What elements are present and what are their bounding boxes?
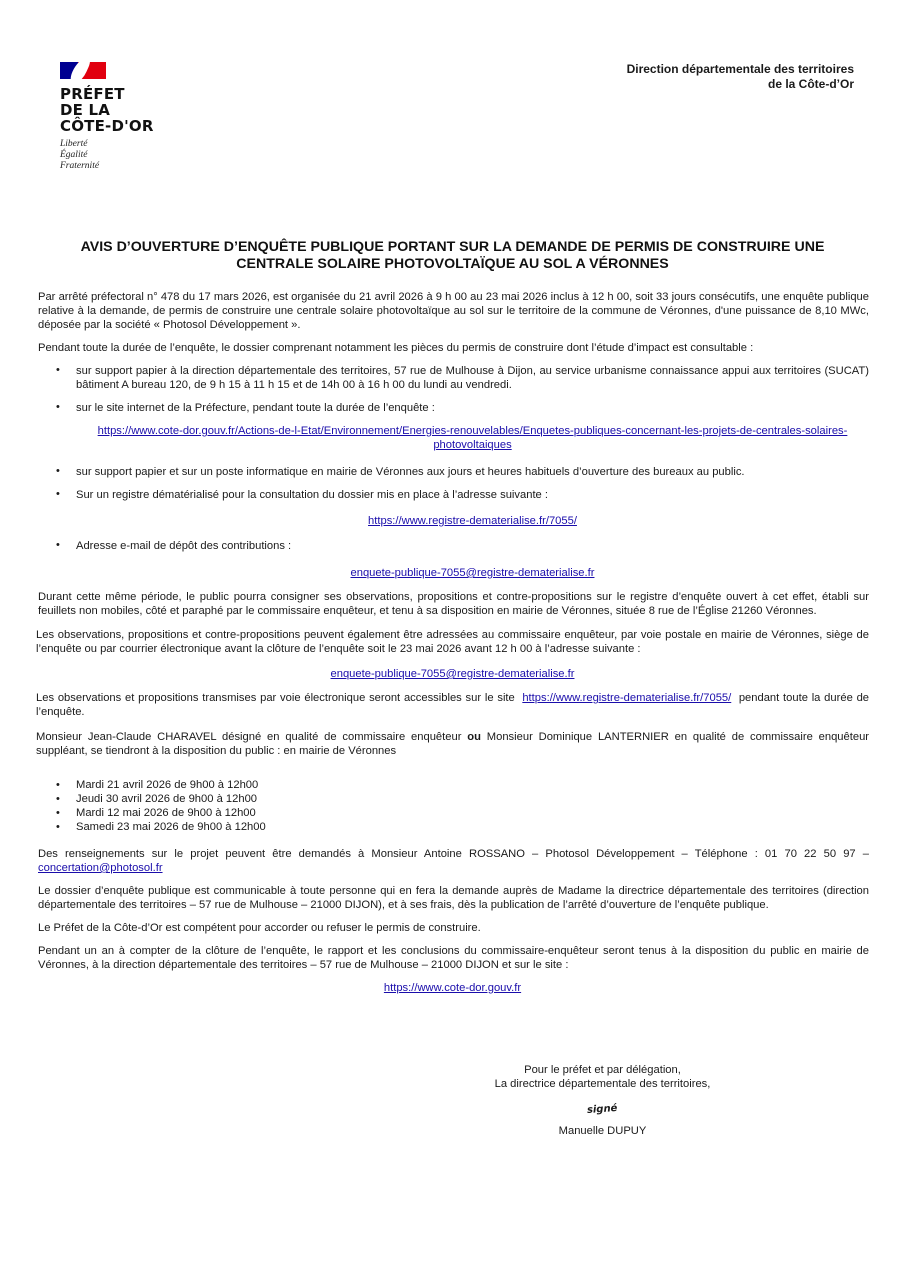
list-item: • Adresse e-mail de dépôt des contributions : enquete-publique-7055@registre-dematerialise.fr — [36, 539, 869, 580]
renseignements-paragraph: Des renseignements sur le projet peuvent être demandés à Monsieur Antoine ROSSANO – Photosol Développement – Téléphone : 01 70 22 50 97 – concertation@photosol.fr — [38, 848, 869, 874]
prefecture-website-link[interactable]: https://www.cote-dor.gouv.fr/Actions-de-l-Etat/Environnement/Energies-renouvelables/Enquetes-publiques-concernant-les-projets-de-centrales-solaires-photovoltaiques — [97, 425, 848, 451]
prefecture-logo — [60, 62, 180, 172]
list-item: • sur support papier et sur un poste informatique en mairie de Véronnes aux jours et heures habituels d’ouverture des bureaux au public. — [36, 465, 869, 479]
issuing-direction: Direction départementale des territoires de la Côte-d’Or — [626, 62, 854, 91]
contribution-email-link[interactable]: enquete-publique-7055@registre-dematerialise.fr — [350, 567, 595, 579]
rapport-paragraph: Pendant un an à compter de la clôture de l’enquête, le rapport et les conclusions du commissaire-enquêteur seront tenus à la disposition du public en mairie de Véronnes, à la direction départementale des territoires – 57 rue de Mulhouse – 21000 DIJON et sur le site : — [38, 945, 869, 971]
page-title: AVIS D’OUVERTURE D’ENQUÊTE PUBLIQUE PORTANT SUR LA DEMANDE DE PERMIS DE CONSTRUIRE UNE CENTRALE SOLAIRE PHOTOVOLTAÏQUE AU SOL A VÉRONNES — [80, 239, 825, 272]
signature-block: Pour le préfet et par délégation, La directrice départementale des territoires, signé Manuelle DUPUY — [450, 1064, 755, 1138]
observations-email-link[interactable]: enquete-publique-7055@registre-dematerialise.fr — [330, 668, 575, 680]
observations-paragraph: Les observations, propositions et contre-propositions peuvent également être adressées au commissaire enquêteur, par voie postale en mairie de Véronnes, siège de l’enquête ou par courrier électronique avant la clôture de l’enquête soit le 23 mai 2026 avant 12 h 00 à l’adresse suivante : — [36, 629, 869, 655]
permanences-list — [36, 778, 869, 834]
registre-link[interactable]: https://www.registre-dematerialise.fr/7055/ — [368, 515, 577, 527]
registre-inline-link[interactable]: https://www.registre-dematerialise.fr/7055/ — [522, 692, 732, 704]
list-item: • Sur un registre dématérialisé pour la consultation du dossier mis en place à l’adresse suivante : https://www.registre-dematerialise.fr/7055/ — [36, 488, 869, 528]
consultation-list — [36, 364, 869, 580]
marianne-flag-icon — [60, 62, 106, 79]
list-item: • Mardi 12 mai 2026 de 9h00 à 12h00 — [36, 806, 869, 820]
prefet-name: PRÉFET DE LA CÔTE-D'OR — [60, 85, 154, 135]
notice-body — [36, 290, 869, 995]
dossier-paragraph: Le dossier d’enquête publique est communicable à toute personne qui en fera la demande auprès de Madame la directrice départementale des territoires (direction départementale des territoires – 57 rue de Mulhouse – 21000 DIJON), et à ses frais, dès la publication de l’arrêté d’ouverture de l’enquête publique. — [38, 885, 869, 911]
consultation-intro: Pendant toute la durée de l’enquête, le dossier comprenant notamment les pièces du permis de construire dont l’étude d’impact est consultable : — [38, 342, 754, 354]
concertation-email-link[interactable]: concertation@photosol.fr — [38, 862, 163, 874]
prefet-competence-paragraph: Le Préfet de la Côte-d’Or est compétent pour accorder ou refuser le permis de construire. — [38, 922, 481, 934]
commissaire-paragraph: Monsieur Jean-Claude CHARAVEL désigné en qualité de commissaire enquêteur ou Monsieur Dominique LANTERNIER en qualité de commissaire enquêteur suppléant, se tiendront à la disposition du public : en mairie de Véronnes — [36, 731, 870, 757]
list-item: • Samedi 23 mai 2026 de 9h00 à 12h00 — [36, 820, 869, 834]
signature-mark: signé — [586, 1102, 619, 1117]
devise: Liberté Égalité Fraternité — [60, 139, 100, 171]
list-item: • Mardi 21 avril 2026 de 9h00 à 12h00 — [36, 778, 869, 792]
intro-paragraph: Par arrêté préfectoral n° 478 du 17 mars 2026, est organisée du 21 avril 2026 à 9 h 00 au 23 mai 2026 inclus à 12 h 00, soit 33 jours consécutifs, une enquête publique relative à la demande, de permis de construire une centrale solaire photovoltaïque au sol sur le territoire de la commune de Véronnes, d'une puissance de 8,10 MWc, déposée par la société « Photosol Développement ». — [38, 291, 869, 331]
electronic-paragraph: Les observations et propositions transmises par voie électronique seront accessibles sur le site https://www.registre-dematerialise.fr/7055/ pendant toute la durée de l’enquête. — [36, 692, 870, 718]
list-item: • Jeudi 30 avril 2026 de 9h00 à 12h00 — [36, 792, 869, 806]
signatory-name: Manuelle DUPUY — [558, 1124, 647, 1137]
cote-dor-site-link[interactable]: https://www.cote-dor.gouv.fr — [383, 982, 522, 994]
registre-paragraph: Durant cette même période, le public pourra consigner ses observations, propositions et contre-propositions sur le registre d’enquête ouvert à cet effet, établi sur feuillets non mobiles, côté et paraphé par le commissaire enquêteur, et tenu à sa disposition en mairie de Véronnes, située 8 rue de l’Église 21260 Véronnes. — [38, 591, 869, 617]
list-item: • sur le site internet de la Préfecture, pendant toute la durée de l’enquête : https://www.cote-dor.gouv.fr/Actions-de-l-Etat/Environnement/Energies-renouvelables/Enquetes-publiques-concernant-les-projets-de-centrales-solaires-photovoltaiques — [36, 401, 869, 452]
list-item: • sur support papier à la direction départementale des territoires, 57 rue de Mulhouse à Dijon, au service urbanisme connaissance appui aux territoires (SUCAT) bâtiment A bureau 120, de 9 h 15 à 11 h 15 et de 14h 00 à 16 h 00 du lundi au vendredi. — [36, 364, 869, 392]
